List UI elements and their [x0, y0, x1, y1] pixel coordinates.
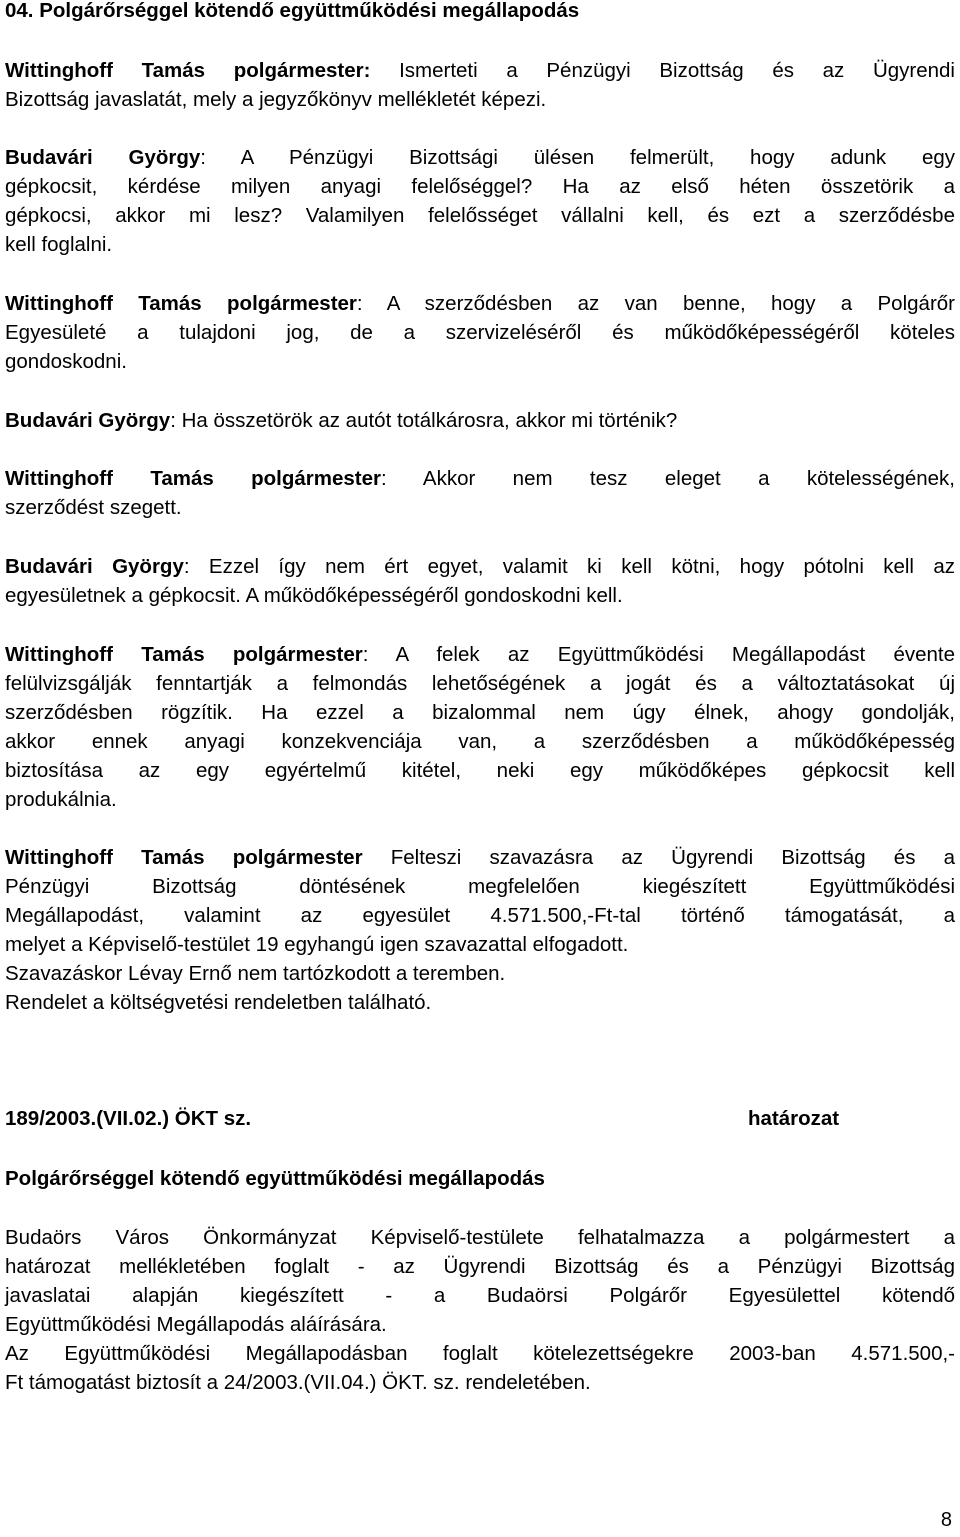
paragraph-line: Megállapodást, valamint az egyesület 4.571.500,-Ft-tal történő támogatását, a	[5, 904, 955, 927]
paragraph-line: szerződésben rögzítik. Ha ezzel a bizalommal nem úgy élnek, ahogy gondolják,	[5, 701, 955, 724]
paragraph-line: Rendelet a költségvetési rendeletben található.	[5, 991, 432, 1014]
paragraph-1	[5, 56, 955, 114]
paragraph-line	[5, 640, 955, 669]
paragraph-line: melyet a Képviselő-testület 19 egyhangú igen szavazattal elfogadott.	[5, 933, 629, 956]
speaker-name: Wittinghoff Tamás polgármester	[5, 467, 381, 490]
speaker-name: Budavári György	[5, 409, 171, 432]
paragraph-line: gépkocsi, akkor mi lesz? Valamilyen felelősséget vállalni kell, és ezt a szerződésbe	[5, 204, 955, 227]
resolution-type: határozat	[748, 1107, 840, 1130]
paragraph-line: gondoskodni.	[5, 350, 127, 373]
paragraph-text: : Akkor nem tesz eleget a kötelességének,	[380, 467, 955, 490]
paragraph-text: : A szerződésben az van benne, hogy a Polgárőr	[356, 292, 955, 315]
paragraph-line	[5, 56, 955, 85]
paragraph-line	[5, 552, 955, 581]
paragraph-line: produkálnia.	[5, 788, 117, 811]
paragraph-line: kell foglalni.	[5, 233, 113, 256]
resolution-title: Polgárőrséggel kötendő együttműködési megállapodás	[5, 1167, 545, 1190]
paragraph-line	[5, 843, 955, 872]
paragraph-text: : Ezzel így nem ért egyet, valamit ki kell kötni, hogy pótolni kell az	[183, 555, 955, 578]
speaker-name: Wittinghoff Tamás polgármester	[5, 292, 357, 315]
paragraph-2	[5, 143, 955, 259]
paragraph-line: szerződést szegett.	[5, 496, 182, 519]
speaker-name: Budavári György	[5, 555, 184, 578]
speaker-name: Wittinghoff Tamás polgármester	[5, 643, 363, 666]
speaker-name: Wittinghoff Tamás polgármester	[5, 846, 363, 869]
paragraph-line: felülvizsgálják fenntartják a felmondás lehetőségének a jogát és a változtatásokat új	[5, 672, 955, 695]
paragraph-line: biztosítása az egy egyértelmű kitétel, neki egy működőképes gépkocsit kell	[5, 759, 955, 782]
paragraph-line: gépkocsit, kérdése milyen anyagi felelőséggel? Ha az első héten összetörik a	[5, 175, 955, 198]
paragraph-line: Budaörs Város Önkormányzat Képviselő-testülete felhatalmazza a polgármestert a	[5, 1226, 955, 1249]
paragraph-line	[5, 143, 955, 172]
paragraph-line: Szavazáskor Lévay Ernő nem tartózkodott a teremben.	[5, 962, 506, 985]
paragraph-8	[5, 843, 955, 1017]
paragraph-line: Egyesületé a tulajdoni jog, de a szervizeléséről és működőképességéről köteles	[5, 321, 955, 344]
paragraph-5	[5, 464, 955, 522]
agenda-item-heading: 04. Polgárőrséggel kötendő együttműködési megállapodás	[5, 0, 580, 22]
paragraph-4	[5, 406, 955, 435]
paragraph-line: akkor ennek anyagi konzekvenciája van, a szerződésben a működőképesség	[5, 730, 955, 753]
resolution-number: 189/2003.(VII.02.) ÖKT sz.	[5, 1107, 252, 1130]
speaker-name: Budavári György	[5, 146, 201, 169]
paragraph-text: Felteszi szavazásra az Ügyrendi Bizottság és a	[362, 846, 956, 869]
paragraph-text: : Ha összetörök az autót totálkárosra, akkor mi történik?	[170, 409, 678, 432]
paragraph-line	[5, 406, 955, 435]
paragraph-line: egyesületnek a gépkocsit. A működőképességéről gondoskodni kell.	[5, 584, 623, 607]
paragraph-line: Együttműködési Megállapodás aláírására.	[5, 1313, 387, 1336]
paragraph-line: Pénzügyi Bizottság döntésének megfelelően kiegészített Együttműködési	[5, 875, 955, 898]
paragraph-line	[5, 289, 955, 318]
paragraph-line: Ft támogatást biztosít a 24/2003.(VII.04.) ÖKT. sz. rendeletében.	[5, 1371, 591, 1394]
paragraph-line: Az Együttműködési Megállapodásban foglalt kötelezettségekre 2003-ban 4.571.500,-	[5, 1342, 955, 1365]
speaker-name: Wittinghoff Tamás polgármester:	[5, 59, 371, 82]
paragraph-line: Bizottság javaslatát, mely a jegyzőkönyv mellékletét képezi.	[5, 88, 547, 111]
paragraph-7	[5, 640, 955, 814]
paragraph-text: Ismerteti a Pénzügyi Bizottság és az Ügyrendi	[399, 59, 955, 82]
resolution-body	[5, 1223, 955, 1397]
paragraph-line: javaslatai alapján kiegészített - a Budaörsi Polgárőr Egyesülettel kötendő	[5, 1284, 955, 1307]
paragraph-3	[5, 289, 955, 376]
paragraph-line	[5, 464, 955, 493]
paragraph-6	[5, 552, 955, 610]
paragraph-text: : A Pénzügyi Bizottsági ülésen felmerült, hogy adunk egy	[200, 146, 955, 169]
paragraph-line: határozat mellékletében foglalt - az Ügyrendi Bizottság és a Pénzügyi Bizottság	[5, 1255, 955, 1278]
page-number: 8	[940, 1509, 952, 1531]
paragraph-text: : A felek az Együttműködési Megállapodást évente	[362, 643, 955, 666]
